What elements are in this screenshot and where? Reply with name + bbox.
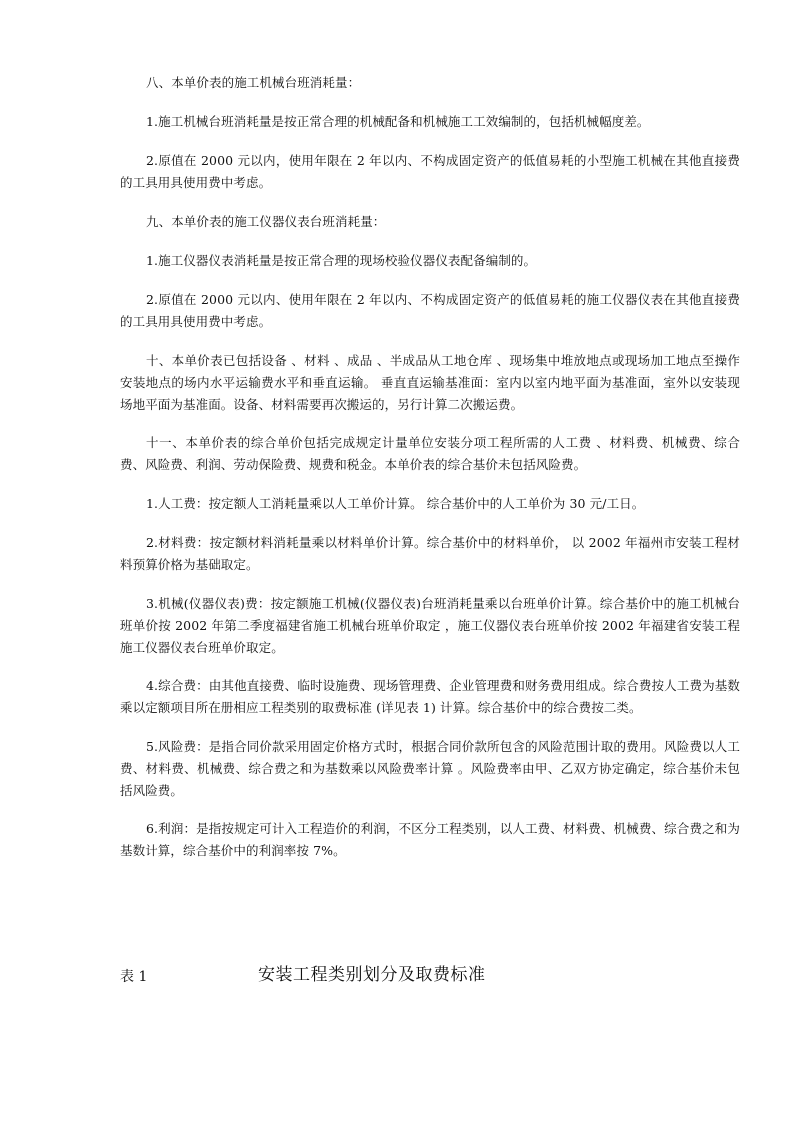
paragraph-11-6: 6.利润：是指按规定可计入工程造价的利润，不区分工程类别，以人工费、材料费、机械费、综合费之和为基数计算，综合基价中的利润率按 7%。 xyxy=(120,821,740,858)
section-8-heading: 八、本单价表的施工机械台班消耗量： xyxy=(146,75,361,90)
section-11-paragraph: 十一、本单价表的综合单价包括完成规定计量单位安装分项工程所需的人工费 、材料费、机械费、综合费、风险费、利润、劳动保险费、规费和税金。本单价表的综合基价未包括风险费。 xyxy=(120,435,740,472)
section-9-heading: 九、本单价表的施工仪器仪表台班消耗量： xyxy=(146,214,386,229)
paragraph-11-5: 5.风险费：是指合同价款采用固定价格方式时，根据合同价款所包含的风险范围计取的费用。风险费以人工费、材料费、机械费、综合费之和为基数乘以风险费率计算 。风险费率由甲、乙双方协定确定，综合基价未包括风险费。 xyxy=(120,739,740,798)
paragraph-8-2: 2.原值在 2000 元以内，使用年限在 2 年以内、不构成固定资产的低值易耗的小型施工机械在其他直接费的工具用具使用费中考虑。 xyxy=(120,153,740,190)
paragraph-11-1: 1.人工费：按定额人工消耗量乘以人工单价计算。 综合基价中的人工单价为 30 元/工日。 xyxy=(146,496,645,511)
paragraph-9-1: 1.施工仪器仪表消耗量是按正常合理的现场校验仪器仪表配备编制的。 xyxy=(146,253,537,268)
paragraph-11-3: 3.机械(仪器仪表)费：按定额施工机械(仪器仪表)台班消耗量乘以台班单价计算。综合基价中的施工机械台班单价按 2002 年第二季度福建省施工机械台班单价取定 ，施工仪器仪表台班单价按 2002 年福建省安装工程施工仪器仪表台班单价取定。 xyxy=(120,596,740,655)
paragraph-11-4: 4.综合费：由其他直接费、临时设施费、现场管理费、企业管理费和财务费用组成。综合费按人工费为基数乘以定额项目所在册相应工程类别的取费标准 (详见表 1) 计算。综合基价中的综合费按二类。 xyxy=(120,678,740,715)
table-title: 安装工程类别划分及取费标准 xyxy=(258,965,486,985)
section-10-paragraph: 十、本单价表已包括设备 、材料 、成品 、半成品从工地仓库 、现场集中堆放地点或现场加工地点至操作安装地点的场内水平运输费水平和垂直运输。 垂直直运输基准面：室内以室内地平面为基准面，室外以安装现场地平面为基准面。设备、材料需要再次搬运的，另行计算二次搬运费。 xyxy=(120,353,740,412)
paragraph-11-2: 2.材料费：按定额材料消耗量乘以材料单价计算。综合基价中的材料单价， 以 2002 年福州市安装工程材料预算价格为基础取定。 xyxy=(120,535,740,572)
paragraph-8-1: 1.施工机械台班消耗量是按正常合理的机械配备和机械施工工效编制的，包括机械幅度差。 xyxy=(146,114,650,129)
table-label: 表 1 xyxy=(120,969,148,985)
paragraph-9-2: 2.原值在 2000 元以内、使用年限在 2 年以内、不构成固定资产的低值易耗的施工仪器仪表在其他直接费的工具用具使用费中考虑。 xyxy=(120,292,740,329)
